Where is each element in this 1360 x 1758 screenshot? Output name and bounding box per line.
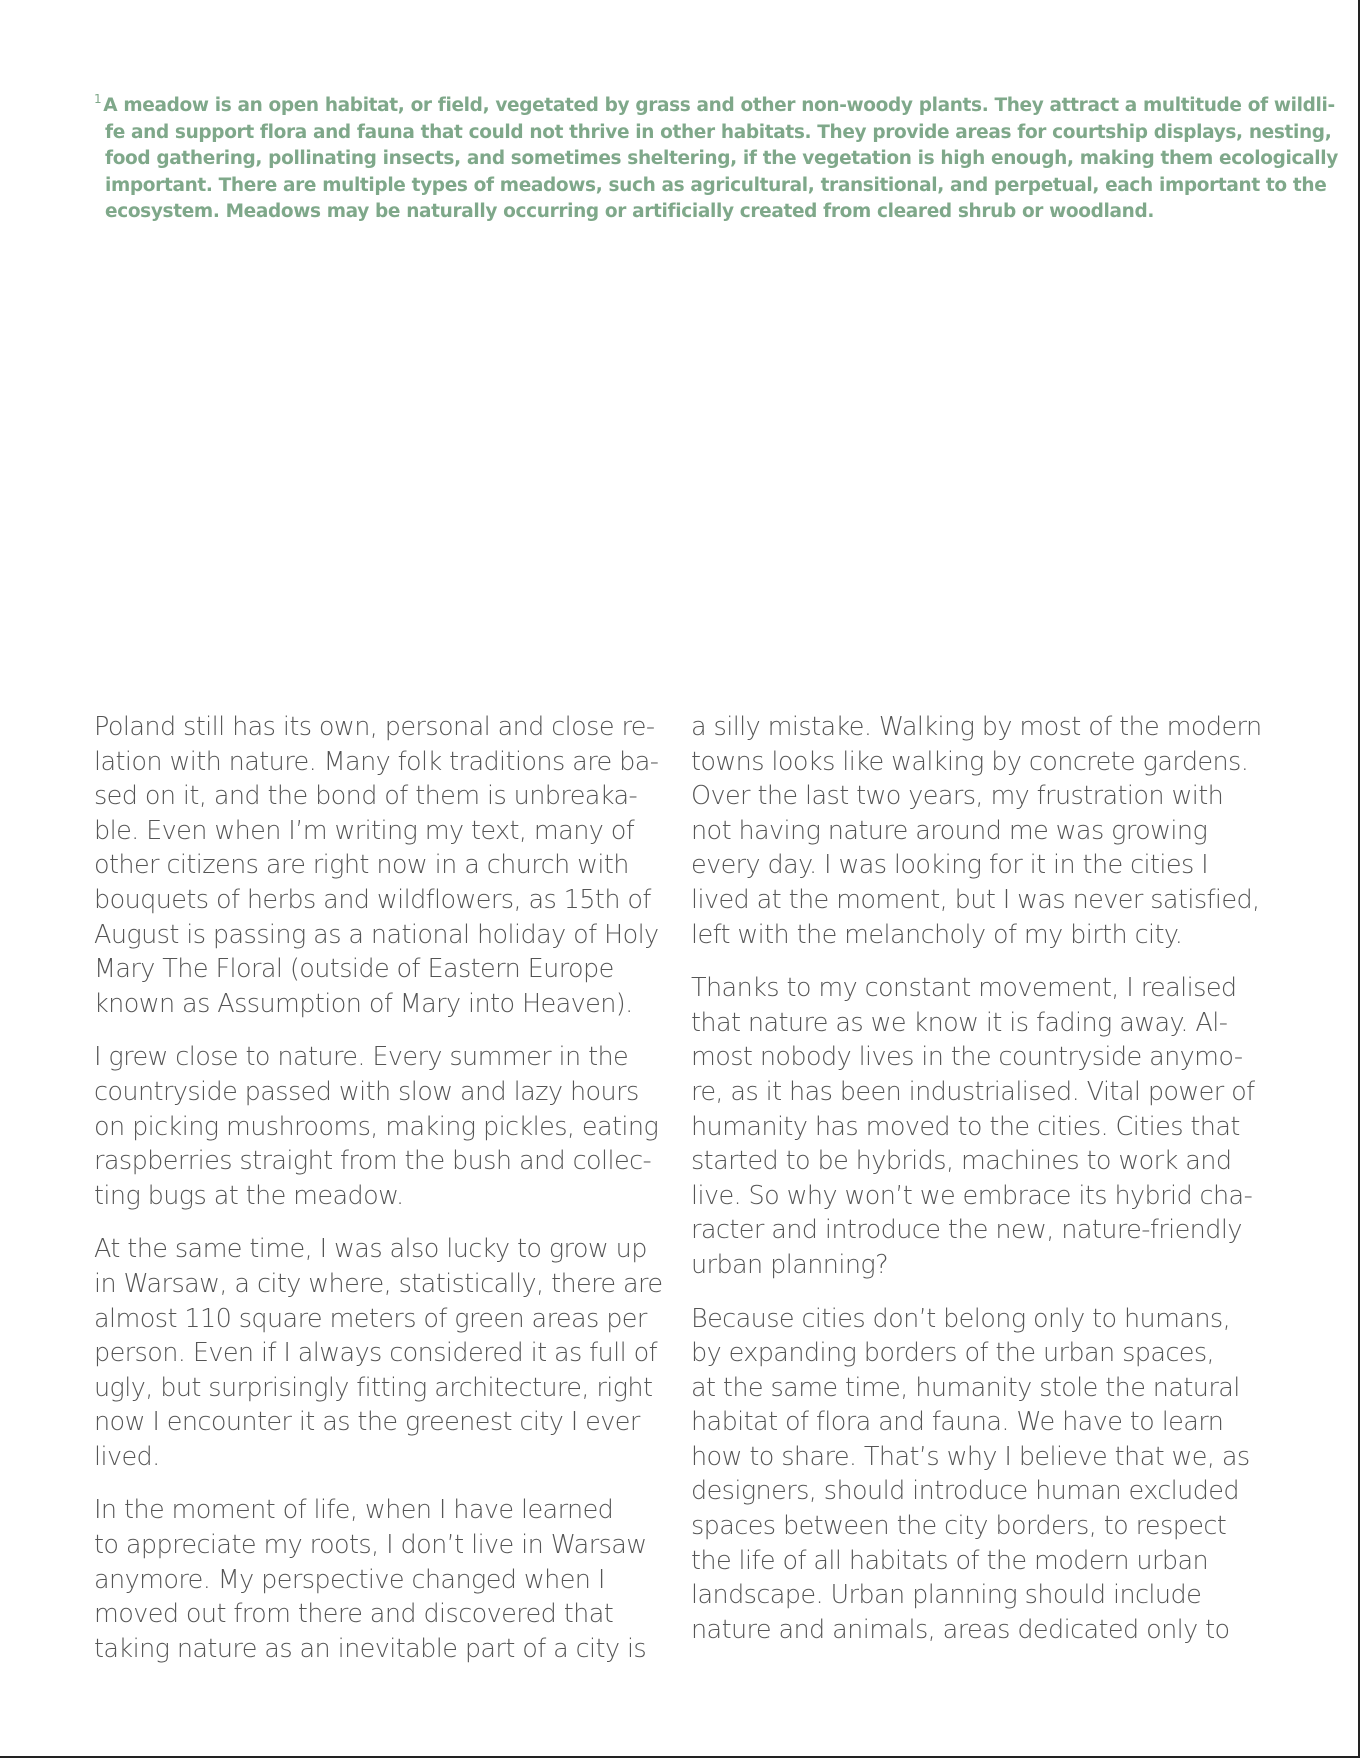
text-line: on picking mushrooms, making pickles, eating [94, 1111, 659, 1142]
text-line: that nature as we know it is fading away. Al- [691, 1007, 1228, 1038]
text-line: a silly mistake. Walking by most of the modern [691, 712, 1262, 742]
text-line: how to share. That’s why I believe that we, as [691, 1441, 1250, 1472]
paragraph [94, 1232, 674, 1474]
text-line: ugly, but surprisingly fitting architecture, right [94, 1372, 653, 1403]
text-line: known as Assumption of Mary into Heaven). [94, 988, 633, 1019]
text-line: anymore. My perspective changed when I [94, 1564, 605, 1595]
text-line: started to be hybrids, machines to work and [691, 1146, 1232, 1177]
text-line: In the moment of life, when I have learned [94, 1495, 614, 1526]
text-line: spaces between the city borders, to respect [691, 1511, 1227, 1542]
text-line: Mary The Floral (outside of Eastern Europe [94, 954, 614, 985]
text-line: I grew close to nature. Every summer in the [94, 1042, 629, 1073]
text-line: landscape. Urban planning should include [691, 1580, 1202, 1611]
text-line: Because cities don’t belong only to humans, [691, 1303, 1231, 1334]
footnote-line-text: A meadow is an open habitat, or field, vegetated by grass and other non-woody plants. They attract a multitude of wildli- [103, 95, 1335, 116]
text-line: almost 110 square meters of green areas per [94, 1303, 647, 1334]
text-line: by expanding borders of the urban spaces, [691, 1338, 1215, 1369]
text-line: habitat of flora and fauna. We have to learn [691, 1407, 1224, 1438]
text-line: ting bugs at the meadow. [94, 1180, 404, 1211]
text-line: designers, should introduce human excluded [691, 1476, 1239, 1507]
text-line: raspberries straight from the bush and collec- [94, 1146, 652, 1177]
text-line: August is passing as a national holiday of Holy [94, 919, 659, 950]
body-column-left [94, 710, 674, 1685]
text-line: urban planning? [691, 1249, 889, 1280]
text-line: in Warsaw, a city where, statistically, there are [94, 1268, 663, 1299]
text-line: the life of all habitats of the modern urban [691, 1545, 1209, 1576]
text-line: nature and animals, areas dedicated only to [691, 1614, 1230, 1645]
text-line: moved out from there and discovered that [94, 1599, 614, 1630]
text-line: racter and introduce the new, nature-friendly [691, 1215, 1242, 1246]
text-line: live. So why won’t we embrace its hybrid cha- [691, 1180, 1253, 1211]
text-line: Thanks to my constant movement, I realised [691, 973, 1237, 1004]
text-line: lived at the moment, but I was never satisfied, [691, 884, 1260, 915]
text-line: most nobody lives in the countryside anymo- [691, 1042, 1243, 1073]
text-line: ble. Even when I’m writing my text, many of [94, 815, 635, 846]
paragraph [94, 1040, 674, 1213]
footnote [94, 86, 1338, 226]
text-line: every day. I was looking for it in the cities I [691, 850, 1209, 881]
paragraph [94, 1493, 674, 1666]
text-line: Poland still has its own, personal and close re- [94, 712, 655, 742]
text-line: lation with nature. Many folk traditions are ba- [94, 746, 659, 777]
text-line: other citizens are right now in a church with [94, 850, 629, 881]
text-line: at the same time, humanity stole the natural [691, 1372, 1240, 1403]
text-line: sed on it, and the bond of them is unbreaka- [94, 781, 638, 812]
text-line: re, as it has been industrialised. Vital power of [691, 1076, 1255, 1107]
paragraph [691, 1302, 1271, 1648]
text-line: bouquets of herbs and wildflowers, as 15th of [94, 884, 651, 915]
text-line: countryside passed with slow and lazy hours [94, 1076, 639, 1107]
paragraph [691, 710, 1271, 952]
text-line: At the same time, I was also lucky to grow up [94, 1234, 647, 1265]
footnote-marker: 1 [94, 92, 102, 106]
paragraph [94, 710, 674, 1021]
text-line: now I encounter it as the greenest city I ever [94, 1407, 640, 1438]
text-line: towns looks like walking by concrete gardens. [691, 746, 1249, 777]
text-line: not having nature around me was growing [691, 815, 1208, 846]
footnote-line: important. There are multiple types of meadows, such as agricultural, transitional, and perpetual, each important to the [105, 174, 1327, 196]
text-line: lived. [94, 1441, 160, 1472]
footnote-line: fe and support flora and fauna that could not thrive in other habitats. They provide areas for courtship displays, nesting, [105, 121, 1332, 143]
text-line: to appreciate my roots, I don’t live in Warsaw [94, 1530, 647, 1561]
footnote-line: food gathering, pollinating insects, and sometimes sheltering, if the vegetation is high enough, making them ecologically [105, 148, 1338, 169]
text-line: left with the melancholy of my birth city. [691, 919, 1183, 950]
text-line: taking nature as an inevitable part of a city is [94, 1633, 647, 1664]
paragraph [691, 971, 1271, 1282]
text-line: humanity has moved to the cities. Cities that [691, 1111, 1240, 1142]
footnote-line [94, 86, 1335, 120]
text-line: Over the last two years, my frustration with [691, 781, 1224, 812]
footnote-line: ecosystem. Meadows may be naturally occurring or artificially created from cleared shrub or woodland. [105, 201, 1155, 222]
body-column-right [691, 710, 1271, 1666]
text-line: person. Even if I always considered it as full of [94, 1338, 657, 1369]
